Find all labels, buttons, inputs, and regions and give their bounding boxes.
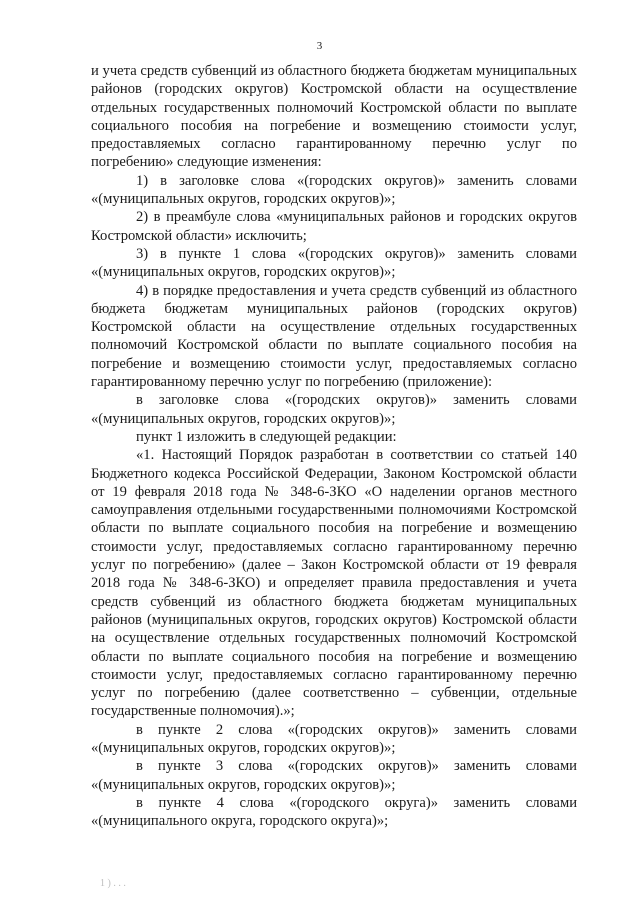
document-body (91, 62, 577, 830)
paragraph-point-1-text: «1. Настоящий Порядок разработан в соответствии со статьей 140 Бюджетного кодекса Российской Федерации, Законом Костромской области от 19 февраля 2018 года № 348-6-ЗКО «О наделении органов местного самоуправления отдельными государственными полномочиями Костромской области по выплате социального пособия на погребение и возмещению стоимости услуг, предоставляемых согласно гарантированному перечню услуг по погребению» (далее – Закон Костромской области от 19 февраля 2018 года № 348-6-ЗКО) и определяет правила предоставления и учета средств субвенций из областного бюджета бюджетам муниципальных районов (муниципальных округов, городских округов) Костромской области на осуществление отдельных государственных полномочий Костромской области по выплате социального пособия на погребение и возмещению стоимости услуг, предоставляемых согласно гарантированному перечню услуг по погребению (далее соответственно – субвенции, отдельные государственные полномочия).»; (91, 447, 577, 720)
paragraph-point-3: в пункте 3 слова «(городских округов)» заменить словами «(муниципальных округов, городских округов)»; (91, 758, 577, 793)
footer-mark: 1 ) . . . (100, 878, 126, 889)
paragraph-item-1: 1) в заголовке слова «(городских округов)» заменить словами «(муниципальных округов, городских округов)»; (91, 172, 577, 208)
paragraph-item-3: 3) в пункте 1 слова «(городских округов)» заменить словами «(муниципальных округов, городских округов)»; (91, 245, 577, 281)
paragraph-item-4: 4) в порядке предоставления и учета средств субвенций из областного бюджета бюджетам муниципальных районов (городских округов) Костромской области на осуществление отдельных государственных полномочий Костромской области по выплате социального пособия на погребение и возмещению стоимости услуг, предоставляемых согласно гарантированному перечню услуг по погребению (приложение): (91, 282, 577, 391)
paragraph-item-2: 2) в преамбуле слова «муниципальных районов и городских округов Костромской области» исключить; (91, 209, 577, 244)
paragraph-title-change: в заголовке слова «(городских округов)» заменить словами «(муниципальных округов, городских округов)»; (91, 392, 577, 427)
paragraph-intro: и учета средств субвенций из областного бюджета бюджетам муниципальных районов (городских округов) Костромской области на осуществление отдельных государственных полномочий Костромской области по выплате социального пособия на погребение и возмещению стоимости услуг, предоставляемых согласно гарантированному перечню услуг по погребению» следующие изменения: (91, 63, 577, 171)
paragraph-point-4: в пункте 4 слова «(городского округа)» заменить словами «(муниципального округа, городского округа)»; (91, 794, 577, 830)
page-number: 3 (316, 40, 323, 52)
paragraph-point-2: в пункте 2 слова «(городских округов)» заменить словами «(муниципальных округов, городских округов)»; (91, 721, 577, 756)
paragraph-point-1-intro: пункт 1 изложить в следующей редакции: (136, 428, 397, 445)
